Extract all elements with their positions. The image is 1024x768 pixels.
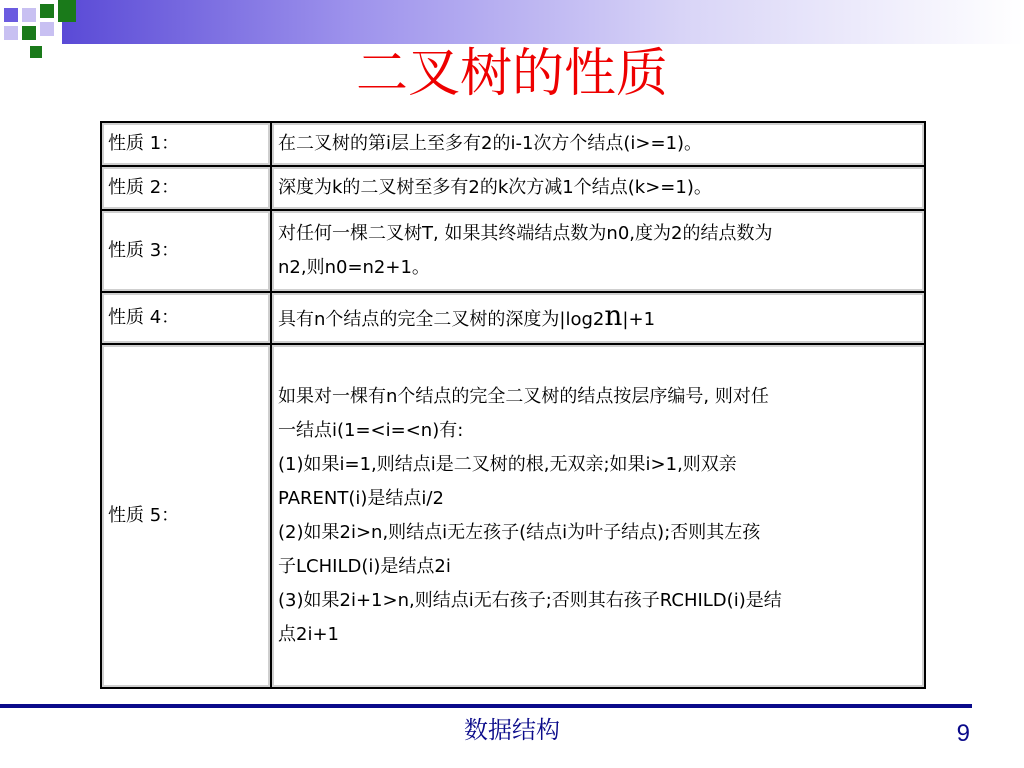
property-text	[271, 210, 925, 292]
property-line: 子LCHILD(i)是结点2i	[278, 556, 451, 577]
property-line: PARENT(i)是结点i/2	[278, 488, 444, 509]
property-label: 性质 4：	[101, 292, 271, 344]
deco-square	[22, 26, 36, 40]
page-number: 9	[956, 720, 970, 747]
property-line: n2,则n0=n2+1。	[278, 257, 430, 278]
property-line: (3)如果2i+1>n,则结点i无右孩子;否则其右孩子RCHILD(i)是结	[278, 590, 782, 611]
deco-square	[22, 8, 36, 22]
table-row	[101, 344, 925, 688]
property-line: 点2i+1	[278, 624, 339, 645]
deco-square	[58, 0, 76, 22]
property-line: (2)如果2i>n,则结点i无左孩子(结点i为叶子结点);否则其左孩	[278, 522, 761, 543]
property-label: 性质 5：	[101, 344, 271, 688]
property-line: 对任何一棵二叉树T, 如果其终端结点数为n0,度为2的结点数为	[278, 223, 773, 244]
table-row	[101, 210, 925, 292]
deco-square	[40, 4, 54, 18]
property-text	[271, 166, 925, 210]
slide-title: 二叉树的性质	[355, 44, 668, 104]
property-text	[271, 292, 925, 344]
property-line: 如果对一棵有n个结点的完全二叉树的结点按层序编号, 则对任	[278, 386, 769, 407]
property-line: 一结点i(1=<i=<n)有:	[278, 420, 464, 441]
property-prefix: 具有n个结点的完全二叉树的深度为|log2	[278, 309, 605, 330]
property-line: 深度为k的二叉树至多有2的k次方减1个结点(k>=1)。	[278, 177, 712, 198]
property-text	[271, 344, 925, 688]
property-label: 性质 3：	[101, 210, 271, 292]
footer-text: 数据结构	[464, 716, 560, 744]
property-label: 性质 2：	[101, 166, 271, 210]
footer-rule	[0, 704, 972, 708]
property-big-n: n	[604, 299, 623, 332]
properties-table	[100, 121, 926, 689]
property-line: 在二叉树的第i层上至多有2的i-1次方个结点(i>=1)。	[278, 133, 703, 154]
table-row	[101, 122, 925, 166]
property-text	[271, 122, 925, 166]
property-label: 性质 1：	[101, 122, 271, 166]
table-row	[101, 292, 925, 344]
gradient-bar	[62, 0, 1024, 44]
table-row	[101, 166, 925, 210]
property-suffix: |+1	[622, 309, 656, 330]
deco-square	[4, 26, 18, 40]
deco-square	[4, 8, 18, 22]
property-line: (1)如果i=1,则结点i是二叉树的根,无双亲;如果i>1,则双亲	[278, 454, 737, 475]
deco-square	[40, 22, 54, 36]
